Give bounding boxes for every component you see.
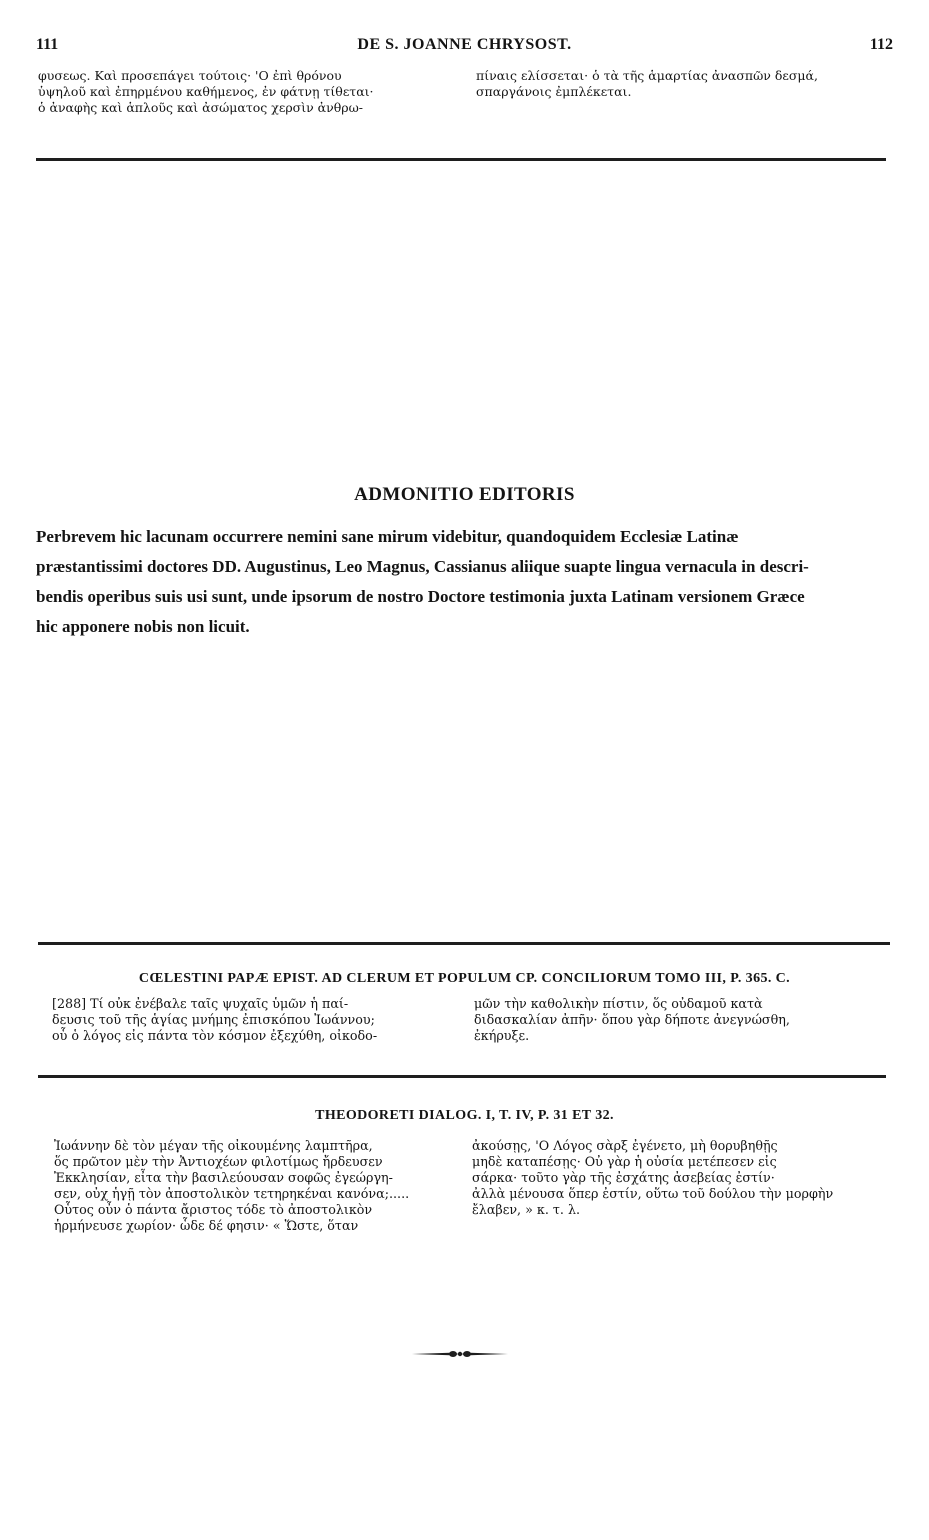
text-line: Οὗτος οὖν ὁ πάντα ἄριστος τόδε τὸ ἀποστολικὸν <box>54 1202 373 1217</box>
coelestini-heading: CŒLESTINI PAPÆ EPIST. AD CLERUM ET POPULUM CP. CONCILIORUM TOMO III, P. 365. C. <box>138 971 791 986</box>
text-line: Ἐκκλησίαν, εἶτα τὴν βασιλεύουσαν σοφῶς ἐγεώργη- <box>54 1170 393 1185</box>
text-line: Ἰωάννην δὲ τὸν μέγαν τῆς οἰκουμένης λαμπτῆρα, <box>54 1138 373 1153</box>
coelestini-column-right <box>474 996 790 1044</box>
theodoreti-column-right <box>472 1138 833 1218</box>
admonitio-line: præstantissimi doctores DD. Augustinus, Leo Magnus, Cassianus aliique suapte lingua vernacula in descri- <box>36 557 809 576</box>
text-line: σεν, οὐχ ἡγῇ τὸν ἀποστολικὸν τετηρηκέναι κανόνα;..... <box>54 1186 410 1201</box>
theodoreti-heading: THEODORETI DIALOG. I, T. IV, P. 31 ET 32. <box>315 1108 614 1123</box>
section-rule <box>36 158 886 161</box>
text-line: ἀκούσῃς, 'Ο Λόγος σὰρξ ἐγένετο, μὴ θορυβηθῇς <box>472 1138 778 1153</box>
text-line: [288] Τί οὐκ ἐνέβαλε ταῖς ψυχαῖς ὑμῶν ἡ παί- <box>52 996 349 1011</box>
running-header <box>36 36 893 58</box>
text-line: ἡρμήνευσε χωρίον· ὧδε δέ φησιν· « Ὥστε, ὅταν <box>54 1218 359 1233</box>
text-line: οὗ ὁ λόγος εἰς πάντα τὸν κόσμον ἐξεχύθη, οἰκοδο- <box>52 1028 378 1043</box>
theodoreti-column-left <box>54 1138 409 1234</box>
text-line: ὅς πρῶτον μὲν τὴν Ἀντιοχέων φιλοτίμως ἤρδευσεν <box>54 1154 383 1169</box>
end-ornament-icon <box>410 1347 510 1361</box>
section-rule <box>38 942 890 945</box>
top-text-column-right <box>476 68 818 100</box>
text-line: μῶν τὴν καθολικὴν πίστιν, ὅς οὐδαμοῦ κατὰ <box>474 996 763 1011</box>
admonitio-line: hic apponere nobis non licuit. <box>36 617 250 636</box>
text-line: ὁ ἀναφὴς καὶ ἁπλοῦς καὶ ἀσώματος χερσὶν ἀνθρω- <box>38 100 364 115</box>
page-number-right: 112 <box>869 36 893 53</box>
text-line: ἀλλὰ μένουσα ὅπερ ἐστίν, οὕτω τοῦ δούλου τὴν μορφὴν <box>472 1186 834 1201</box>
text-line: φυσεως. Καὶ προσεπάγει τούτοις· 'Ο ἐπὶ θρόνου <box>38 68 342 83</box>
page-number-left: 111 <box>36 36 59 53</box>
text-line: διδασκαλίαν ἀπῆν· ὅπου γὰρ δήποτε ἀνεγνώσθη, <box>474 1012 790 1027</box>
coelestini-column-left <box>52 996 377 1044</box>
running-head-title: DE S. JOANNE CHRYSOST. <box>357 36 572 53</box>
text-line: δευσις τοῦ τῆς ἁγίας μνήμης ἐπισκόπου Ἰωάννου; <box>52 1012 375 1027</box>
top-text-column-left <box>38 68 374 116</box>
text-line: ἐκήρυξε. <box>474 1028 530 1043</box>
admonitio-line: Perbrevem hic lacunam occurrere nemini sane mirum videbitur, quandoquidem Ecclesiæ Latinæ <box>36 527 739 546</box>
text-line: σπαργάνοις ἐμπλέκεται. <box>476 84 632 99</box>
text-line: μηδὲ καταπέσῃς· Οὐ γὰρ ἡ οὐσία μετέπεσεν εἰς <box>472 1154 777 1169</box>
text-line: ὑψηλοῦ καὶ ἐπηρμένου καθήμενος, ἐν φάτνῃ τίθεται· <box>38 84 374 99</box>
section-rule <box>38 1075 886 1078</box>
admonitio-body <box>36 522 893 642</box>
text-line: σάρκα· τοῦτο γὰρ τῆς ἐσχάτης ἀσεβείας ἐστίν· <box>472 1170 775 1185</box>
admonitio-line: bendis operibus suis usi sunt, unde ipsorum de nostro Doctore testimonia juxta Latinam versionem Græce <box>36 587 805 606</box>
admonitio-title: ADMONITIO EDITORIS <box>354 484 575 505</box>
text-line: πίναις ελίσσεται· ὁ τὰ τῆς ἁμαρτίας ἀνασπῶν δεσμά, <box>476 68 818 83</box>
text-line: ἔλαβεν, » κ. τ. λ. <box>472 1202 581 1217</box>
